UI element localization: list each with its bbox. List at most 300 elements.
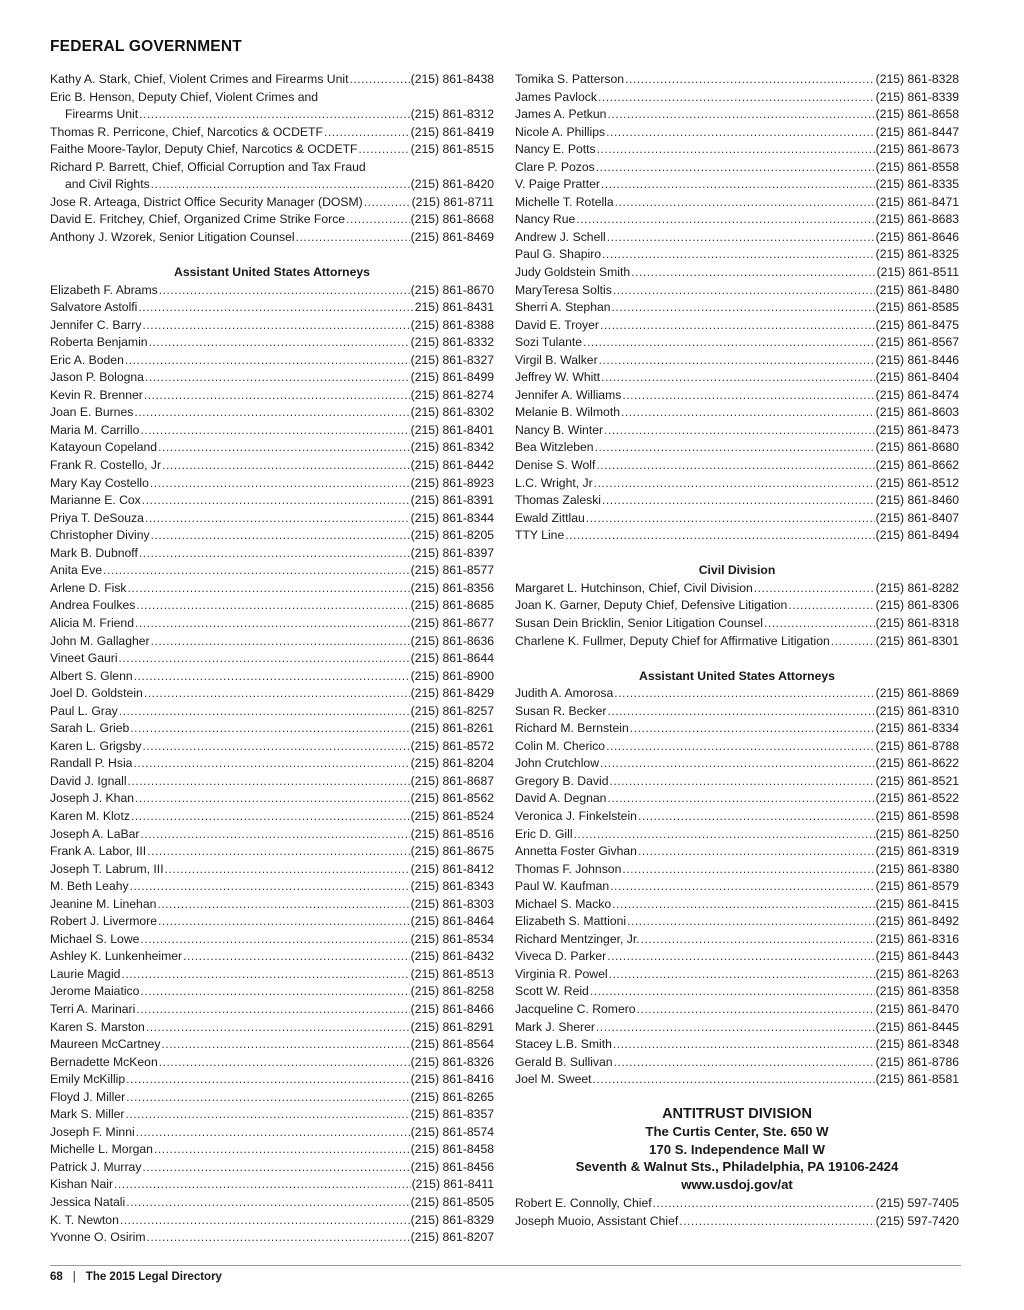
dot-leader [135,615,410,633]
directory-entry [515,159,959,177]
dot-leader [596,1019,875,1037]
entry-name: Karen S. Marston [50,1019,145,1034]
dot-leader [576,211,874,229]
dot-leader [621,404,875,422]
footer-separator: | [72,1271,76,1283]
dot-leader [151,527,410,545]
directory-entry [50,1106,494,1124]
dot-leader [131,808,410,826]
entry-name: Stacey L.B. Smith [515,1037,612,1052]
dot-leader [139,106,410,124]
entry-phone: 215) 861-8431 [414,300,494,315]
dot-leader [136,597,409,615]
entry-name: Karen L. Grigsby [50,738,142,753]
dot-leader [610,878,874,896]
dot-leader [296,229,410,247]
dot-leader [159,282,410,300]
directory-entry [515,106,959,124]
dot-leader [126,1194,409,1212]
entry-phone: (215) 861-8524 [410,808,494,823]
left-attorney-list [50,282,494,1247]
dot-leader [136,1124,410,1142]
entry-name: M. Beth Leahy [50,879,129,894]
entry-phone: (215) 861-8335 [875,177,959,192]
entry-name: Andrea Foulkes [50,598,136,613]
entry-name: Jennifer A. Williams [515,387,622,402]
section-heading-civil-division: Civil Division [698,563,776,578]
entry-name: Elizabeth S. Mattioni [515,914,627,929]
directory-entry [50,352,494,370]
entry-phone: (215) 861-8312 [410,107,494,122]
directory-entry [50,176,494,194]
entry-name: Paul L. Gray [50,703,118,718]
dot-leader [157,896,409,914]
entry-phone: (215) 861-8562 [410,791,494,806]
entry-phone: (215) 861-8474 [875,387,959,402]
entry-name: Judy Goldstein Smith [515,265,631,280]
dot-leader [601,369,875,387]
directory-entry [50,229,494,247]
directory-entry [515,475,959,493]
entry-phone: (215) 861-8636 [410,633,494,648]
entry-phone: (215) 861-8391 [410,493,494,508]
dot-leader [607,229,875,247]
directory-entry [50,1124,494,1142]
dot-leader [593,1071,875,1089]
entry-name: L.C. Wright, Jr [515,475,593,490]
page-number: 68 [50,1271,63,1283]
dot-leader [147,1229,410,1247]
dot-leader [126,1089,409,1107]
directory-entry [515,966,959,984]
dot-leader [114,1176,411,1194]
dot-leader [140,931,409,949]
entry-phone: (215) 861-8923 [410,475,494,490]
entry-name: Clare P. Pozos [515,159,595,174]
dot-leader [154,1141,410,1159]
entry-name: TTY Line [515,528,565,543]
entry-name: Susan R. Becker [515,703,607,718]
entry-name: Joseph F. Minni [50,1124,135,1139]
entry-phone: (215) 861-8675 [410,844,494,859]
directory-entry [50,966,494,984]
dot-leader [607,703,874,721]
entry-name: Colin M. Cherico [515,738,606,753]
entry-phone: (215) 861-8411 [411,1177,494,1192]
entry-phone: (215) 861-8869 [875,686,959,701]
civil-chiefs-list [515,580,959,650]
entry-name: Eric D. Gill [515,826,573,841]
entry-phone: (215) 861-8505 [410,1195,494,1209]
entry-phone: (215) 861-8677 [410,615,494,630]
dot-leader [622,387,874,405]
entry-name: Sozi Tulante [515,335,583,350]
entry-name: Vineet Gauri [50,651,118,666]
directory-entry [50,913,494,931]
dot-leader [574,826,875,844]
entry-name: Floyd J. Miller [50,1089,126,1104]
directory-entry [50,826,494,844]
dot-leader [600,755,875,773]
entry-name: Ashley K. Lunkenheimer [50,949,183,964]
dot-leader [754,580,875,598]
left-column [50,71,494,1247]
entry-phone: (215) 861-8464 [410,914,494,929]
entry-name: Mark S. Miller [50,1107,125,1122]
directory-entry [515,1213,959,1231]
dot-leader [606,738,875,756]
dot-leader [128,580,410,598]
directory-entry [50,808,494,826]
entry-phone: (215) 861-8342 [410,440,494,455]
directory-entry [50,211,494,229]
dot-leader [144,387,410,405]
directory-entry [50,106,494,124]
directory-entry [515,773,959,791]
entry-name: Paul G. Shapiro [515,247,602,262]
entry-phone: (215) 861-8334 [875,721,959,736]
directory-entry [515,1019,959,1037]
entry-name: Faithe Moore-Taylor, Deputy Chief, Narcotics & OCDETF [50,142,358,157]
entry-phone: (215) 861-8282 [875,580,959,595]
entry-name: Michael S. Macko [515,896,612,911]
entry-phone: (215) 861-8328 [875,72,959,86]
entry-name: David E. Fritchey, Chief, Organized Crime Strike Force [50,212,346,227]
directory-entry [515,211,959,229]
directory-entry [50,282,494,300]
dot-leader [142,317,409,335]
entry-name: Virgil B. Walker [515,352,598,367]
entry-phone: (215) 861-8419 [410,124,494,139]
dot-leader [149,334,410,352]
entry-phone: (215) 861-8339 [875,89,959,104]
entry-name: Joel D. Goldstein [50,686,143,701]
directory-entry [50,71,494,89]
dot-leader [788,597,874,615]
entry-phone: (215) 861-8658 [875,107,959,122]
directory-entry [515,492,959,510]
entry-phone: (215) 861-8397 [410,545,494,560]
entry-phone: (215) 861-8356 [410,580,494,595]
publication-name: The 2015 Legal Directory [85,1271,222,1283]
antitrust-address-line: The Curtis Center, Ste. 650 W [645,1124,829,1140]
entry-phone: (215) 861-8668 [410,212,494,227]
dot-leader [136,1001,409,1019]
directory-entry [50,720,494,738]
dot-leader [565,527,874,545]
directory-entry [515,334,959,352]
directory-entry [50,1036,494,1054]
dot-leader [120,1212,410,1230]
directory-entry [515,89,959,107]
entry-name: Bernadette McKeon [50,1054,158,1069]
directory-entry [515,983,959,1001]
entry-phone: (215) 597-7405 [875,1196,959,1211]
dot-leader [126,1071,409,1089]
entry-name: Jose R. Arteaga, District Office Security Manager (DOSM) [50,194,363,209]
entry-phone: (215) 861-8416 [410,1072,494,1087]
directory-entry [515,457,959,475]
directory-entry [50,615,494,633]
entry-name: Arlene D. Fisk [50,580,127,595]
dot-leader [142,492,410,510]
directory-entry [515,755,959,773]
entry-name: Bea Witzleben [515,440,594,455]
entry-phone: (215) 861-8564 [410,1037,494,1052]
directory-entry: Richard P. Barrett, Chief, Official Corruption and Tax Fraud [50,159,366,174]
dot-leader [613,282,875,300]
entry-name: Jacqueline C. Romero [515,1001,636,1016]
entry-name: John M. Gallagher [50,633,150,648]
directory-entry [50,755,494,773]
entry-name: David A. Degnan [515,791,607,806]
entry-phone: (215) 861-8471 [875,194,959,209]
entry-name: Scott W. Reid [515,984,589,999]
entry-name: and Civil Rights [65,177,150,192]
directory-entry [50,878,494,896]
dot-leader [607,790,874,808]
entry-name: Thomas Zaleski [515,493,602,508]
directory-entry [50,1194,494,1212]
entry-name: Randall P. Hsia [50,756,133,771]
directory-entry [50,527,494,545]
entry-name: Kevin R. Brenner [50,387,143,402]
directory-entry [515,580,959,598]
directory-entry [50,861,494,879]
dot-leader [638,808,875,826]
entry-phone: (215) 861-8456 [410,1159,494,1174]
directory-entry [515,808,959,826]
footer-divider [50,1265,961,1266]
directory-entry [515,176,959,194]
dot-leader [183,948,410,966]
directory-entry [50,738,494,756]
directory-entry [50,633,494,651]
directory-entry [50,650,494,668]
entry-phone: (215) 861-8579 [875,879,959,894]
entry-name: Kishan Nair [50,1177,113,1192]
dot-leader [134,668,410,686]
entry-phone: (215) 861-8250 [875,826,959,841]
directory-entry [50,387,494,405]
antitrust-division-header [515,1106,959,1193]
entry-phone: (215) 861-8306 [875,598,959,613]
entry-name: Judith A. Amorosa [515,686,614,701]
dot-leader [159,1054,410,1072]
dot-leader [631,264,875,282]
entry-name: Mark B. Dubnoff [50,545,138,560]
directory-entry [515,194,959,212]
entry-phone: (215) 861-8644 [410,651,494,666]
section-heading-civil-attorneys: Assistant United States Attorneys [639,668,835,683]
entry-name: Frank R. Costello, Jr [50,458,162,473]
directory-entry [50,475,494,493]
entry-phone: (215) 861-8680 [875,440,959,455]
dot-leader [125,352,410,370]
directory-entry [50,334,494,352]
directory-entry [515,387,959,405]
entry-name: Michelle L. Morgan [50,1142,153,1157]
dot-leader [602,492,875,510]
dot-leader [151,176,410,194]
entry-name: James A. Petkun [515,107,607,122]
entry-name: Joseph Muoio, Assistant Chief [515,1213,679,1228]
dot-leader [151,633,410,651]
entry-name: Firearms Unit [65,107,139,122]
dot-leader [609,773,874,791]
entry-name: Michelle T. Rotella [515,194,614,209]
entry-name: Terri A. Marinari [50,1001,136,1016]
entry-phone: (215) 861-8567 [875,335,959,350]
entry-phone: (215) 861-8205 [410,528,494,543]
entry-name: Albert S. Glenn [50,668,133,683]
antitrust-address-line: Seventh & Walnut Sts., Philadelphia, PA 19106-2424 [575,1159,899,1175]
dot-leader [139,545,410,563]
entry-name: Jerome Maiatico [50,984,140,999]
entry-phone: (215) 861-8401 [410,422,494,437]
entry-phone: (215) 861-8263 [875,966,959,981]
dot-leader [606,124,875,142]
directory-entry [515,633,959,651]
dot-leader [364,194,411,212]
directory-entry [50,685,494,703]
dot-leader [135,790,410,808]
directory-entry [515,878,959,896]
directory-entry [50,492,494,510]
entry-name: Joseph J. Khan [50,791,135,806]
directory-entry [50,1212,494,1230]
dot-leader [590,983,875,1001]
dot-leader [103,562,409,580]
entry-name: Kathy A. Stark, Chief, Violent Crimes and Firearms Unit [50,72,349,86]
directory-entry [50,1159,494,1177]
entry-phone: (215) 861-8310 [875,703,959,718]
entry-name: Jason P. Bologna [50,370,144,385]
directory-entry [50,1176,494,1194]
directory-entry [515,369,959,387]
entry-name: Thomas R. Perricone, Chief, Narcotics & OCDETF [50,124,323,139]
entry-phone: (215) 861-8415 [875,896,959,911]
left-top-list [50,71,494,246]
entry-phone: (215) 861-8577 [410,563,494,578]
dot-leader [598,89,875,107]
dot-leader [119,703,410,721]
entry-name: Jeffrey W. Whitt [515,370,601,385]
entry-phone: (215) 861-8475 [875,317,959,332]
entry-phone: (215) 861-8380 [875,861,959,876]
entry-name: Ewald Zittlau [515,510,585,525]
dot-leader [165,861,410,879]
entry-phone: (215) 861-8258 [410,984,494,999]
entry-phone: (215) 861-8318 [875,615,959,630]
entry-phone: (215) 861-8499 [410,370,494,385]
entry-phone: (215) 861-8343 [410,879,494,894]
dot-leader [145,510,410,528]
dot-leader [615,194,875,212]
dot-leader [346,211,410,229]
entry-name: Viveca D. Parker [515,949,607,964]
directory-entry [50,404,494,422]
dot-leader [625,71,875,89]
antitrust-list [515,1195,959,1230]
entry-name: Nancy E. Potts [515,142,596,157]
directory-entry [515,141,959,159]
directory-entry [515,527,959,545]
entry-phone: (215) 861-8274 [410,387,494,402]
directory-entry [515,896,959,914]
dot-leader [637,1001,875,1019]
dot-leader [140,826,409,844]
dot-leader [130,878,410,896]
dot-leader [133,755,409,773]
entry-name: Karen M. Klotz [50,808,130,823]
entry-name: Emily McKillip [50,1072,126,1087]
section-heading-attorneys: Assistant United States Attorneys [174,265,370,280]
entry-phone: (215) 861-8344 [410,510,494,525]
dot-leader [607,948,874,966]
entry-name: James Pavlock [515,89,597,104]
entry-name: Gerald B. Sullivan [515,1054,613,1069]
entry-name: Virginia R. Powel [515,966,608,981]
entry-phone: (215) 861-8316 [875,931,959,946]
entry-phone: (215) 861-8515 [410,142,494,157]
dot-leader [349,71,409,89]
dot-leader [595,439,875,457]
directory-entry [515,317,959,335]
entry-name: Margaret L. Hutchinson, Chief, Civil Division [515,580,753,595]
entry-phone: (215) 861-8358 [875,984,959,999]
directory-entry [515,352,959,370]
directory-entry [515,913,959,931]
dot-leader [641,931,875,949]
directory-entry [50,299,494,317]
dot-leader [609,966,875,984]
dot-leader [604,422,875,440]
entry-name: K. T. Newton [50,1212,119,1227]
entry-name: Melanie B. Wilmoth [515,405,620,420]
dot-leader [594,475,875,493]
directory-entry [50,457,494,475]
entry-name: Susan Dein Bricklin, Senior Litigation Counsel [515,615,763,630]
dot-leader [138,299,413,317]
dot-leader [627,913,875,931]
directory-entry: Eric B. Henson, Deputy Chief, Violent Crimes and [50,89,319,104]
directory-entry [50,843,494,861]
entry-phone: (215) 861-8470 [875,1001,959,1016]
entry-phone: (215) 861-8603 [875,405,959,420]
directory-entry [50,1089,494,1107]
dot-leader [158,439,410,457]
entry-name: Sherri A. Stephan [515,300,611,315]
directory-entry [515,861,959,879]
entry-phone: (215) 861-8622 [875,756,959,771]
dot-leader [158,913,410,931]
dot-leader [599,352,875,370]
entry-phone: (215) 861-8900 [410,668,494,683]
directory-entry [515,1036,959,1054]
directory-entry [515,439,959,457]
dot-leader [140,422,409,440]
entry-name: Anthony J. Wzorek, Senior Litigation Counsel [50,229,295,244]
entry-phone: (215) 861-8332 [410,335,494,350]
dot-leader [596,457,874,475]
directory-entry [50,124,494,142]
entry-name: Charlene K. Fullmer, Deputy Chief for Affirmative Litigation [515,633,830,648]
entry-name: Anita Eve [50,563,103,578]
entry-phone: (215) 861-8429 [410,686,494,701]
entry-phone: (215) 861-8329 [410,1212,494,1227]
directory-entry [515,1195,959,1213]
